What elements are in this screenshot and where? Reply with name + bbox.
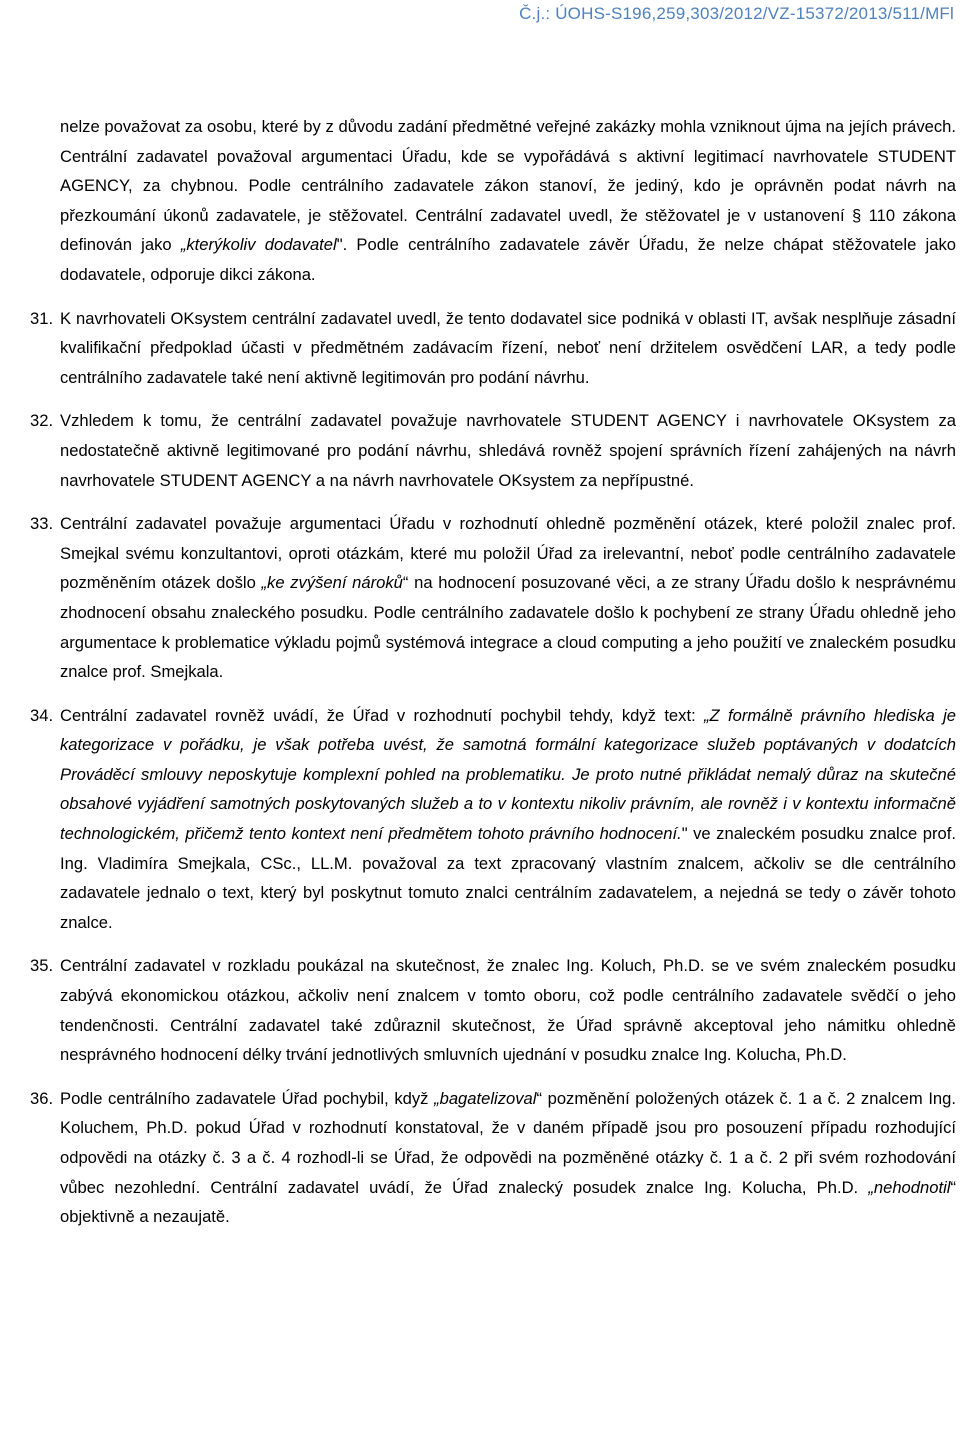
paragraph-text xyxy=(60,951,956,1069)
text-segment: Vzhledem k tomu, že centrální zadavatel považuje navrhovatele STUDENT AGENCY i navrhovatele OKsystem za nedostatečně aktivně legitimované pro podání návrhu, shledává rovněž spojení správních řízení zahájených na návrh navrhovatele STUDENT AGENCY a na návrh navrhovatele OKsystem za nepřípustné. xyxy=(60,411,956,490)
text-segment: nelze považovat za osobu, které by z důvodu zadání předmětné veřejné zakázky mohla vzniknout újma na jejích právech. Centrální zadavatel považoval argumentaci Úřadu, kde se vypořádává s aktivní legitimací navrhovatele STUDENT AGENCY, za chybnou. Podle centrálního zadavatele zákon stanoví, že jediný, kdo je oprávněn podat návrh na přezkoumání úkonů zadavatele, je stěžovatel. Centrální zadavatel uvedl, že stěžovatel je v ustanovení § 110 zákona definován jako xyxy=(60,117,956,255)
text-segment-italic: „kterýkoliv dodavatel xyxy=(180,235,337,255)
paragraph-text xyxy=(60,112,956,290)
text-segment-italic: „Z formálně právního hlediska je kategorizace v pořádku, je však potřeba uvést, že samotná formální kategorizace služeb poptávaných v dodatcích Prováděcí smlouvy neposkytuje komplexní pohled na problematiku. Je proto nutné přikládat nemalý důraz na skutečné obsahové vyjádření samotných poskytovaných služeb a to v kontextu nikoliv právním, ale rovněž i v kontextu informačně technologickém, přičemž tento kontext není předmětem tohoto právního hodnocení. xyxy=(60,705,956,844)
paragraph-text xyxy=(60,1084,956,1232)
text-segment: Centrální zadavatel považuje argumentaci Úřadu v rozhodnutí ohledně pozměnění otázek, které položil znalec prof. Smejkal svému konzultantovi, oproti otázkám, které mu položil Úřad za irelevantní, neboť podle centrálního zadavatele pozměněním otázek došlo xyxy=(60,514,956,593)
paragraph-number: 33. xyxy=(30,514,54,534)
paragraph-text xyxy=(60,406,956,495)
paragraph-32 xyxy=(30,406,956,495)
paragraph-text xyxy=(60,701,956,938)
document-reference-number: Č.j.: ÚOHS-S196,259,303/2012/VZ-15372/2013/511/MFl xyxy=(519,4,954,23)
paragraph-continued xyxy=(30,112,956,290)
text-segment: “ na hodnocení posuzované věci, a ze strany Úřadu došlo k nesprávnému zhodnocení obsahu znaleckého posudku. Podle centrálního zadavatele došlo k pochybení ze strany Úřadu ohledně jeho argumentace k problematice výkladu pojmů systémová integrace a cloud computing a jeho použití ve znaleckém posudku znalce prof. Smejkala. xyxy=(60,573,956,682)
paragraph-number: 36. xyxy=(30,1088,54,1108)
paragraph-number: 35. xyxy=(30,956,54,976)
text-segment: Centrální zadavatel v rozkladu poukázal na skutečnost, že znalec Ing. Koluch, Ph.D. se ve svém znaleckém posudku zabývá ekonomickou otázkou, ačkoliv není znalcem v tomto oboru, což podle centrálního zadavatele svědčí o jeho tendenčnosti. Centrální zadavatel také zdůraznil skutečnost, že Úřad správně akceptoval jeho námitku ohledně nesprávného hodnocení délky trvání jednotlivých smluvních ujednání v posudku znalce Ing. Kolucha, Ph.D. xyxy=(60,956,956,1065)
paragraph-text xyxy=(60,509,956,687)
text-segment: ". Podle centrálního zadavatele závěr Úřadu, že nelze chápat stěžovatele jako dodavatele, odporuje dikci zákona. xyxy=(60,235,956,284)
document-body xyxy=(30,112,956,1246)
paragraph-number: 32. xyxy=(30,411,54,431)
paragraph-number: 31. xyxy=(30,308,54,328)
paragraph-33 xyxy=(30,509,956,687)
paragraph-31 xyxy=(30,304,956,393)
paragraph-number: 34. xyxy=(30,705,54,725)
text-segment: Podle centrálního zadavatele Úřad pochybil, když xyxy=(60,1088,435,1108)
text-segment: Centrální zadavatel rovněž uvádí, že Úřad v rozhodnutí pochybil tehdy, když text: xyxy=(60,705,705,725)
paragraph-text xyxy=(60,304,956,393)
paragraph-35 xyxy=(30,951,956,1069)
text-segment: “ objektivně a nezaujatě. xyxy=(60,1177,956,1227)
text-segment-italic: „ke zvýšení nároků xyxy=(261,573,403,593)
text-segment: " ve znaleckém posudku znalce prof. Ing. Vladimíra Smejkala, CSc., LL.M. považoval za text zpracovaný vlastním znalcem, ačkoliv se dle centrálního zadavatele jednalo o text, který byl poskytnut tomuto znalci centrálním zadavatelem, a nejedná se tedy o závěr tohoto znalce. xyxy=(60,824,956,932)
paragraph-34 xyxy=(30,701,956,938)
text-segment: “ pozměnění položených otázek č. 1 a č. 2 znalcem Ing. Koluchem, Ph.D. pokud Úřad v rozhodnutí konstatoval, že v daném případě jsou pro posouzení případu rozhodující odpovědi na otázky č. 3 a č. 4 rozhodl-li se Úřad, že odpovědi na pozměněné otázky č. 1 a č. 2 při svém rozhodování vůbec nezohlední. Centrální zadavatel uvádí, že Úřad znalecký posudek znalce Ing. Kolucha, Ph.D. xyxy=(60,1088,956,1197)
text-segment: K navrhovateli OKsystem centrální zadavatel uvedl, že tento dodavatel sice podniká v oblasti IT, avšak nesplňuje zásadní kvalifikační předpoklad účasti v předmětném zadávacím řízení, neboť není držitelem osvědčení LAR, a tedy podle centrálního zadavatele také není aktivně legitimován pro podání návrhu. xyxy=(60,308,956,387)
paragraph-36 xyxy=(30,1084,956,1232)
text-segment-italic: „bagatelizoval xyxy=(434,1088,537,1108)
text-segment-italic: „nehodnotil xyxy=(868,1177,951,1197)
